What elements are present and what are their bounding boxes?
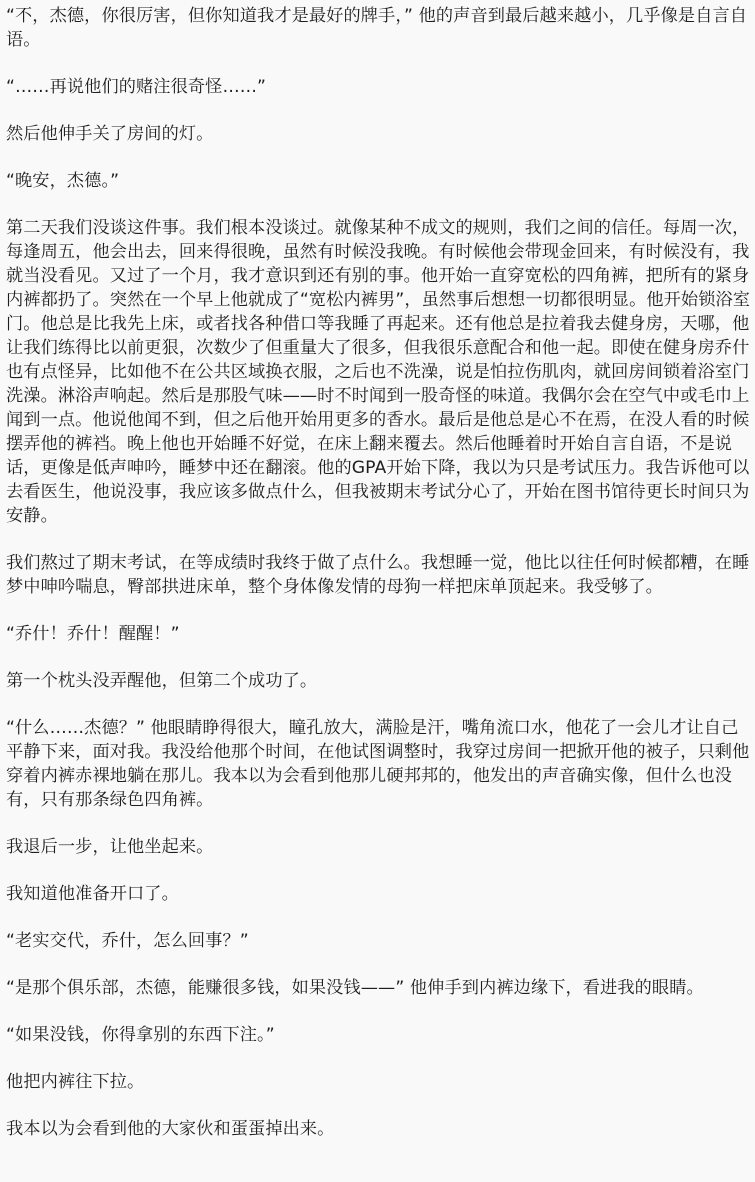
paragraph: 第一个枕头没弄醒他，但第二个成功了。 xyxy=(6,671,318,691)
paragraph: “乔什！乔什！醒醒！” xyxy=(6,624,180,644)
paragraph: 第二天我们没谈这件事。我们根本没谈过。就像某种不成文的规则，我们之间的信任。每周一次，每逢周五，他会出去，回来得很晚，虽然有时候没我晚。有时候他会带现金回来，有时候没有，我就当没看见。又过了一个月，我才意识到还有别的事。他开始一直穿宽松的四角裤，把所有的紧身内裤都扔了。突然在一个早上他就成了“宽松内裤男”，虽然事后想想一切都很明显。他开始锁浴室门。他总是比我先上床，或者找各种借口等我睡了再起来。还有他总是拉着我去健身房，天哪，他让我们练得比以前更狠，次数少了但重量大了很多，但我很乐意配合和他一起。即使在健身房乔什也有点怪异，比如他不在公共区域换衣服，之后也不洗澡，说是怕拉伤肌肉，就回房间锁着浴室门洗澡。淋浴声响起。然后是那股气味——时不时闻到一股奇怪的味道。我偶尔会在空气中或毛巾上闻到一点。他说他闻不到，但之后他开始用更多的香水。最后是他总是心不在焉，在没人看的时候摆弄他的裤裆。晚上他也开始睡不好觉，在床上翻来覆去。然后他睡着时开始自言自语，不是说话，更像是低声呻吟，睡梦中还在翻滚。他的GPA开始下降，我以为只是考试压力。我告诉他可以去看医生，他说没事，我应该多做点什么，但我被期末考试分心了，开始在图书馆待更长时间只为安静。 xyxy=(6,218,751,526)
paragraph: 我知道他准备开口了。 xyxy=(6,884,179,904)
paragraph: “老实交代，乔什，怎么回事？” xyxy=(6,931,249,951)
paragraph: “晚安，杰德。” xyxy=(6,171,120,191)
paragraph: 然后他伸手关了房间的灯。 xyxy=(6,124,214,144)
paragraph: “不，杰德，你很厉害，但你知道我才是最好的牌手，” 他的声音到最后越来越小，几乎像是自言自语。 xyxy=(6,6,748,50)
paragraph: 我退后一步，让他坐起来。 xyxy=(6,837,214,857)
paragraph: “如果没钱，你得拿别的东西下注。” xyxy=(6,1025,275,1045)
paragraph: “……再说他们的赌注很奇怪……” xyxy=(6,77,267,97)
paragraph: 他把内裤往下拉。 xyxy=(6,1072,145,1092)
paragraph: “什么……杰德？” 他眼睛睁得很大，瞳孔放大，满脸是汗，嘴角流口水，他花了一会儿才让自己平静下来，面对我。我没给他那个时间，在他试图调整时，我穿过房间一把掀开他的被子，只剩他穿着内裤赤裸地躺在那儿。我本以为会看到他那儿硬邦邦的，他发出的声音确实像，但什么也没有，只有那条绿色四角裤。 xyxy=(6,718,750,810)
paragraph: 我们熬过了期末考试，在等成绩时我终于做了点什么。我想睡一觉，他比以往任何时候都糟，在睡梦中呻吟喘息，臀部拱进床单，整个身体像发情的母狗一样把床单顶起来。我受够了。 xyxy=(6,553,750,597)
paragraph: 我本以为会看到他的大家伙和蛋蛋掉出来。 xyxy=(6,1119,335,1139)
paragraph: “是那个俱乐部，杰德，能赚很多钱，如果没钱——” 他伸手到内裤边缘下，看进我的眼睛。 xyxy=(6,978,704,998)
